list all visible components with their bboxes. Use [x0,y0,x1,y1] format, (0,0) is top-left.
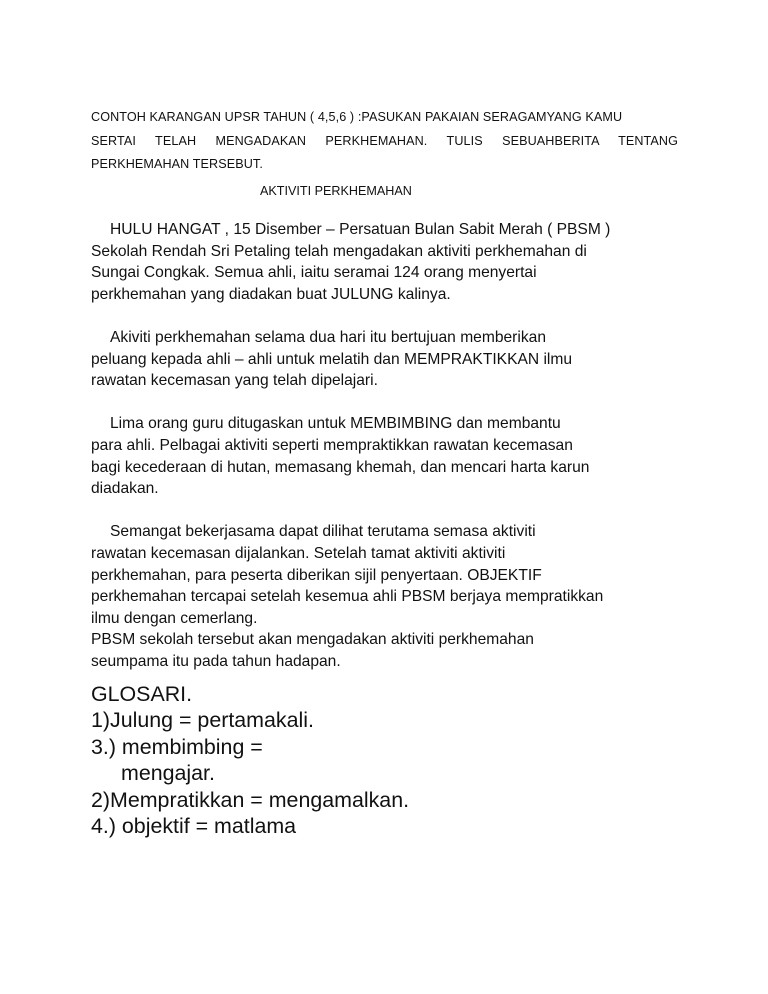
glossary-entry-continuation: mengajar. [121,761,215,786]
glossary-entry: 4.) objektif = matlama [91,814,297,839]
article-body [91,219,711,694]
glossary [91,681,409,839]
heading-line-1: CONTOH KARANGAN UPSR TAHUN ( 4,5,6 ) :PASUKAN PAKAIAN SERAGAMYANG KAMU [91,110,623,124]
paragraph-line: perkhemahan yang diadakan buat JULUNG kalinya. [91,285,451,303]
paragraph-line: seumpama itu pada tahun hadapan. [91,652,341,670]
glossary-entry: 2)Mempratikkan = mengamalkan. [91,787,410,812]
paragraph-2 [91,327,711,392]
heading-line-2: SERTAI TELAH MENGADAKAN PERKHEMAHAN. TULIS SEBUAHBERITA TENTANG [91,133,678,148]
glossary-entry: 1)Julung = pertamakali. [91,708,314,733]
paragraph-line: rawatan kecemasan dijalankan. Setelah tamat aktiviti aktiviti [91,544,506,562]
paragraph-1 [91,219,711,305]
paragraph-line: perkhemahan tercapai setelah kesemua ahli PBSM berjaya mempratikkan [91,588,604,606]
paragraph-line: Semangat bekerjasama dapat dilihat terutama semasa aktiviti [110,523,536,541]
paragraph-line: Sekolah Rendah Sri Petaling telah mengadakan aktiviti perkhemahan di [91,242,587,260]
paragraph-line: perkhemahan, para peserta diberikan sijil penyertaan. OBJEKTIF [91,566,542,584]
assignment-heading [91,106,678,177]
paragraph-line: Akiviti perkhemahan selama dua hari itu bertujuan memberikan [110,328,546,346]
glossary-title: GLOSARI. [91,682,193,706]
paragraph-line: Lima orang guru ditugaskan untuk MEMBIMBING dan membantu [110,415,561,433]
paragraph-4 [91,521,711,672]
paragraph-line: peluang kepada ahli – ahli untuk melatih dan MEMPRAKTIKKAN ilmu [91,350,573,368]
paragraph-line: ilmu dengan cemerlang. [91,609,258,627]
section-title: AKTIVITI PERKHEMAHAN [260,184,412,198]
paragraph-line: PBSM sekolah tersebut akan mengadakan aktiviti perkhemahan [91,631,534,649]
paragraph-line: para ahli. Pelbagai aktiviti seperti mempraktikkan rawatan kecemasan [91,436,573,454]
heading-line-3: PERKHEMAHAN TERSEBUT. [91,157,263,171]
glossary-entry: 3.) membimbing = [91,734,263,759]
paragraph-3 [91,413,711,499]
paragraph-line: diadakan. [91,480,159,498]
paragraph-line: Sungai Congkak. Semua ahli, iaitu seramai 124 orang menyertai [91,264,537,282]
paragraph-line: HULU HANGAT , 15 Disember – Persatuan Bulan Sabit Merah ( PBSM ) [110,221,611,238]
paragraph-line: rawatan kecemasan yang telah dipelajari. [91,372,378,390]
paragraph-line: bagi kecederaan di hutan, memasang khemah, dan mencari harta karun [91,458,590,476]
